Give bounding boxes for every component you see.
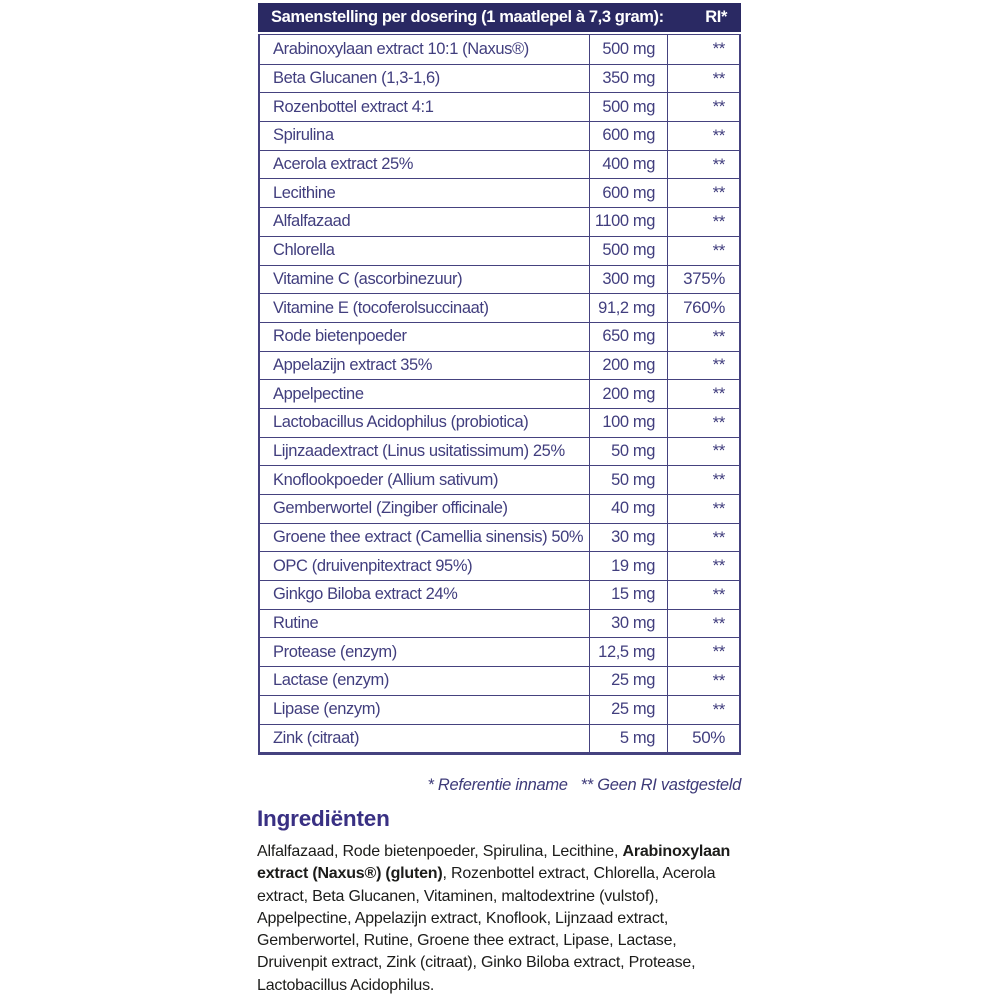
ingredient-name: Rutine	[273, 614, 319, 633]
ingredient-amount: 40 mg	[589, 495, 667, 523]
ingredient-name: Rozenbottel extract 4:1	[273, 97, 434, 116]
ingredient-name: Lactobacillus Acidophilus (probiotica)	[273, 413, 529, 432]
table-row	[260, 379, 739, 408]
ingredient-ri: **	[667, 495, 739, 523]
ingredient-ri: **	[667, 35, 739, 64]
ingredient-ri: **	[667, 552, 739, 580]
ingredient-name: Zink (citraat)	[273, 728, 360, 747]
table-row	[260, 92, 739, 121]
ingredient-amount: 25 mg	[589, 667, 667, 695]
ingredient-amount: 300 mg	[589, 266, 667, 294]
ingredient-amount: 100 mg	[589, 409, 667, 437]
table-row	[260, 121, 739, 150]
footnote-reference-intake: * Referentie inname	[427, 776, 568, 794]
composition-header-title: Samenstelling per dosering (1 maatlepel à 7,3 gram):	[271, 8, 664, 26]
table-row	[260, 637, 739, 666]
table-row	[260, 523, 739, 552]
table-row	[260, 207, 739, 236]
ingredient-amount: 650 mg	[589, 323, 667, 351]
table-row	[260, 322, 739, 351]
ingredient-amount: 91,2 mg	[589, 294, 667, 322]
ingredient-name: Beta Glucanen (1,3-1,6)	[273, 69, 440, 88]
ingredient-ri: **	[667, 237, 739, 265]
ingredient-name: Acerola extract 25%	[273, 155, 414, 174]
ingredient-name: Vitamine E (tocoferolsuccinaat)	[273, 298, 489, 317]
table-row	[260, 64, 739, 93]
ingredient-amount: 200 mg	[589, 352, 667, 380]
ingredient-ri: **	[667, 438, 739, 466]
ingredient-amount: 600 mg	[589, 122, 667, 150]
ingredients-text-lead: Alfalfazaad, Rode bietenpoeder, Spirulina, Lecithine,	[257, 843, 623, 860]
ingredient-ri: **	[667, 93, 739, 121]
ingredient-amount: 500 mg	[589, 237, 667, 265]
table-row	[260, 580, 739, 609]
ingredients-paragraph	[257, 841, 749, 997]
ingredient-amount: 30 mg	[589, 524, 667, 552]
footnote-no-ri: ** Geen RI vastgesteld	[580, 776, 741, 794]
ingredient-amount: 50 mg	[589, 438, 667, 466]
table-row	[260, 609, 739, 638]
ingredients-text-allergen-bold: Arabinoxylaan extract (Naxus®) (gluten)	[257, 843, 731, 883]
ingredient-ri: **	[667, 409, 739, 437]
ingredient-ri: **	[667, 208, 739, 236]
table-row	[260, 666, 739, 695]
ingredient-amount: 25 mg	[589, 696, 667, 724]
ingredient-ri: 50%	[667, 725, 739, 753]
ingredient-amount: 200 mg	[589, 380, 667, 408]
ingredient-name: Lijnzaadextract (Linus usitatissimum) 25%	[273, 441, 565, 460]
ingredients-text-rest: , Rozenbottel extract, Chlorella, Acerola extract, Beta Glucanen, Vitaminen, maltodextrine (vulstof), Appelpectine, Appelazijn extract, Knoflook, Lijnzaad extract, Gemberwortel, Rutine, Groene thee extract, Lipase, Lactase, Druivenpit extract, Zink (citraat), Ginko Biloba extract, Protease, Lactobacillus Acidophilus.	[257, 865, 716, 994]
ingredient-ri: **	[667, 122, 739, 150]
table-row	[260, 150, 739, 179]
ingredient-amount: 350 mg	[589, 65, 667, 93]
ingredient-ri: **	[667, 667, 739, 695]
ingredient-name: Lecithine	[273, 183, 336, 202]
ingredient-name: Spirulina	[273, 126, 334, 145]
table-row	[260, 35, 739, 64]
table-row	[260, 351, 739, 380]
ingredient-name: Appelazijn extract 35%	[273, 355, 433, 374]
ingredient-ri: **	[667, 380, 739, 408]
composition-table	[258, 3, 741, 755]
ingredient-name: Alfalfazaad	[273, 212, 351, 231]
ingredient-ri: 375%	[667, 266, 739, 294]
table-row	[260, 437, 739, 466]
table-row	[260, 724, 739, 753]
ingredient-amount: 15 mg	[589, 581, 667, 609]
ingredient-name: Appelpectine	[273, 384, 364, 403]
table-row	[260, 551, 739, 580]
ingredient-ri: 760%	[667, 294, 739, 322]
ingredients-heading: Ingrediënten	[257, 806, 390, 831]
table-row	[260, 494, 739, 523]
ingredient-amount: 500 mg	[589, 35, 667, 64]
ingredient-name: Groene thee extract (Camellia sinensis) 50%	[273, 528, 584, 547]
ingredient-amount: 50 mg	[589, 466, 667, 494]
ingredient-ri: **	[667, 638, 739, 666]
table-row	[260, 695, 739, 724]
ingredient-name: Chlorella	[273, 241, 335, 260]
ingredient-amount: 19 mg	[589, 552, 667, 580]
table-row	[260, 265, 739, 294]
ingredient-ri: **	[667, 179, 739, 207]
ingredient-name: Vitamine C (ascorbinezuur)	[273, 269, 463, 288]
composition-table-body	[258, 34, 741, 755]
ingredient-amount: 5 mg	[589, 725, 667, 753]
table-row	[260, 293, 739, 322]
table-row	[260, 465, 739, 494]
table-row	[260, 236, 739, 265]
ingredient-name: Knoflookpoeder (Allium sativum)	[273, 470, 499, 489]
composition-table-header	[258, 3, 741, 32]
ingredient-name: Gemberwortel (Zingiber officinale)	[273, 499, 508, 518]
ingredient-name: Lactase (enzym)	[273, 671, 389, 690]
ingredient-name: Ginkgo Biloba extract 24%	[273, 585, 458, 604]
ri-column-label: RI*	[705, 8, 727, 26]
ingredient-ri: **	[667, 352, 739, 380]
table-row	[260, 408, 739, 437]
ingredient-name: Arabinoxylaan extract 10:1 (Naxus®)	[273, 39, 529, 58]
ingredient-name: Lipase (enzym)	[273, 700, 381, 719]
ingredient-ri: **	[667, 581, 739, 609]
ingredient-ri: **	[667, 466, 739, 494]
table-row	[260, 178, 739, 207]
ingredient-ri: **	[667, 323, 739, 351]
ingredient-ri: **	[667, 524, 739, 552]
ingredient-amount: 1100 mg	[589, 208, 667, 236]
ingredient-amount: 400 mg	[589, 151, 667, 179]
ingredient-name: Rode bietenpoeder	[273, 327, 407, 346]
ingredient-ri: **	[667, 65, 739, 93]
ingredient-ri: **	[667, 696, 739, 724]
ingredient-amount: 500 mg	[589, 93, 667, 121]
footnote	[428, 776, 741, 795]
ingredient-ri: **	[667, 610, 739, 638]
ingredient-name: OPC (druivenpitextract 95%)	[273, 556, 473, 575]
ingredient-amount: 30 mg	[589, 610, 667, 638]
ingredient-amount: 12,5 mg	[589, 638, 667, 666]
ingredient-amount: 600 mg	[589, 179, 667, 207]
ingredient-ri: **	[667, 151, 739, 179]
ingredient-name: Protease (enzym)	[273, 642, 397, 661]
